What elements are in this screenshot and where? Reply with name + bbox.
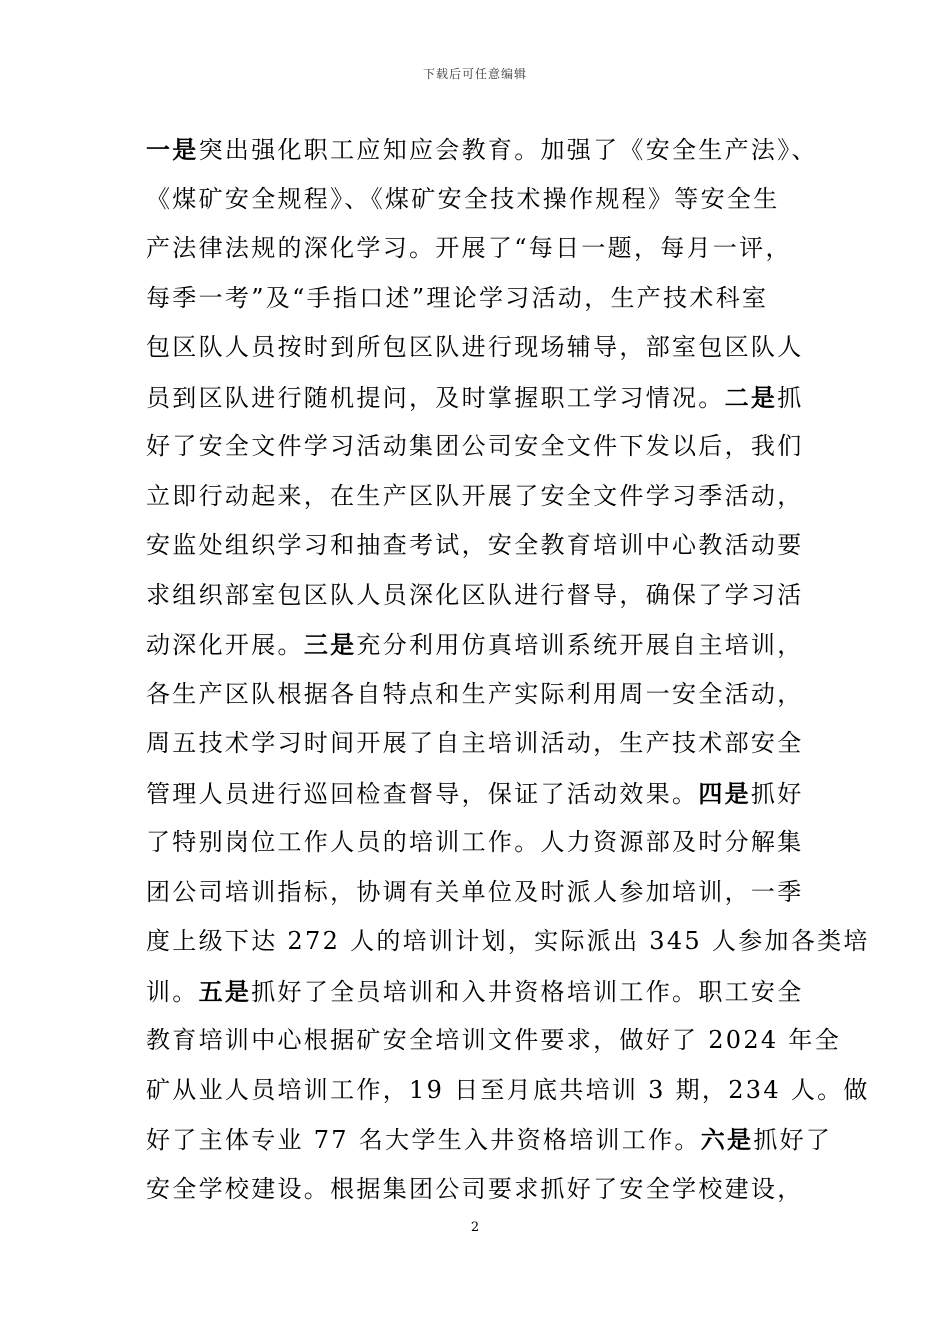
text-segment: 包区队人员按时到所包区队进行现场辅导，部室包区队人 [146, 333, 804, 361]
text-line [146, 175, 811, 225]
text-segment: 周五技术学习时间开展了自主培训活动，生产技术部安全 [146, 729, 804, 757]
text-line [146, 967, 811, 1017]
text-segment: 充分利用仿真培训系统开展自主培训， [356, 631, 804, 659]
text-line [146, 422, 811, 472]
text-segment: 《煤矿安全规程》、《煤矿安全技术操作规程》等安全生 [146, 184, 780, 213]
text-line [146, 571, 811, 621]
emphasis-label: 六是 [700, 1125, 754, 1154]
text-segment: 突出强化职工应知应会教育。加强了《安全生产法》、 [198, 136, 818, 164]
text-line [146, 620, 811, 670]
text-line [146, 125, 818, 175]
text-line [146, 818, 811, 868]
text-line [146, 868, 811, 918]
text-segment: 立即行动起来，在生产区队开展了安全文件学习季活动， [146, 481, 804, 510]
text-segment: 抓好 [750, 779, 804, 808]
text-segment: 安全学校建设。根据集团公司要求抓好了安全学校建设， [146, 1174, 804, 1203]
text-line [146, 917, 870, 967]
document-body [146, 125, 870, 1214]
text-line [146, 373, 811, 423]
text-segment: 抓 [777, 383, 804, 412]
text-segment: 教育培训中心根据矿安全培训文件要求，做好了 2024 年全 [146, 1026, 842, 1054]
text-segment: 抓好了 [753, 1126, 833, 1154]
text-segment: 产法律法规的深化学习。开展了“每日一题，每月一评， [146, 234, 792, 262]
text-segment: 了特别岗位工作人员的培训工作。人力资源部及时分解集 [146, 828, 804, 856]
text-segment: 抓好了全员培训和入井资格培训工作。职工安全 [251, 977, 804, 1006]
text-segment: 度上级下达 272 人的培训计划，实际派出 345 人参加各类培 [146, 927, 870, 955]
text-line [146, 323, 811, 373]
text-segment: 管理人员进行巡回检查督导，保证了活动效果。 [146, 779, 699, 808]
text-line [146, 274, 811, 324]
emphasis-label: 一是 [146, 135, 199, 164]
page-number: 2 [470, 1220, 480, 1235]
text-line [146, 719, 811, 769]
text-line [146, 670, 811, 720]
emphasis-label: 五是 [198, 976, 252, 1006]
text-line [146, 1016, 842, 1066]
text-line [146, 1115, 833, 1165]
text-segment: 各生产区队根据各自特点和生产实际利用周一安全活动， [146, 679, 804, 708]
text-segment: 团公司培训指标，协调有关单位及时派人参加培训，一季 [146, 877, 804, 906]
emphasis-label: 四是 [698, 778, 751, 808]
text-segment: 好了主体专业 77 名大学生入井资格培训工作。 [146, 1126, 701, 1154]
text-segment: 每季一考”及“手指口述”理论学习活动，生产技术科室 [146, 283, 769, 312]
page-header: 下载后可任意编辑 [422, 67, 527, 81]
text-segment: 安监处组织学习和抽查考试，安全教育培训中心教活动要 [146, 531, 804, 559]
text-segment: 员到区队进行随机提问，及时掌握职工学习情况。 [146, 383, 725, 412]
text-line [146, 472, 811, 522]
emphasis-label: 三是 [303, 630, 357, 659]
text-line [146, 1165, 811, 1215]
text-segment: 求组织部室包区队人员深化区队进行督导，确保了学习活 [146, 580, 804, 609]
text-line [146, 1066, 870, 1116]
text-segment: 好了安全文件学习活动集团公司安全文件下发以后，我们 [146, 432, 804, 460]
emphasis-label: 二是 [724, 382, 778, 412]
text-line [146, 769, 811, 819]
text-segment: 动深化开展。 [146, 631, 304, 659]
text-segment: 训。 [146, 977, 199, 1006]
text-segment: 矿从业人员培训工作，19 日至月底共培训 3 期，234 人。做 [146, 1075, 870, 1104]
text-line [146, 224, 811, 274]
text-line [146, 521, 811, 571]
